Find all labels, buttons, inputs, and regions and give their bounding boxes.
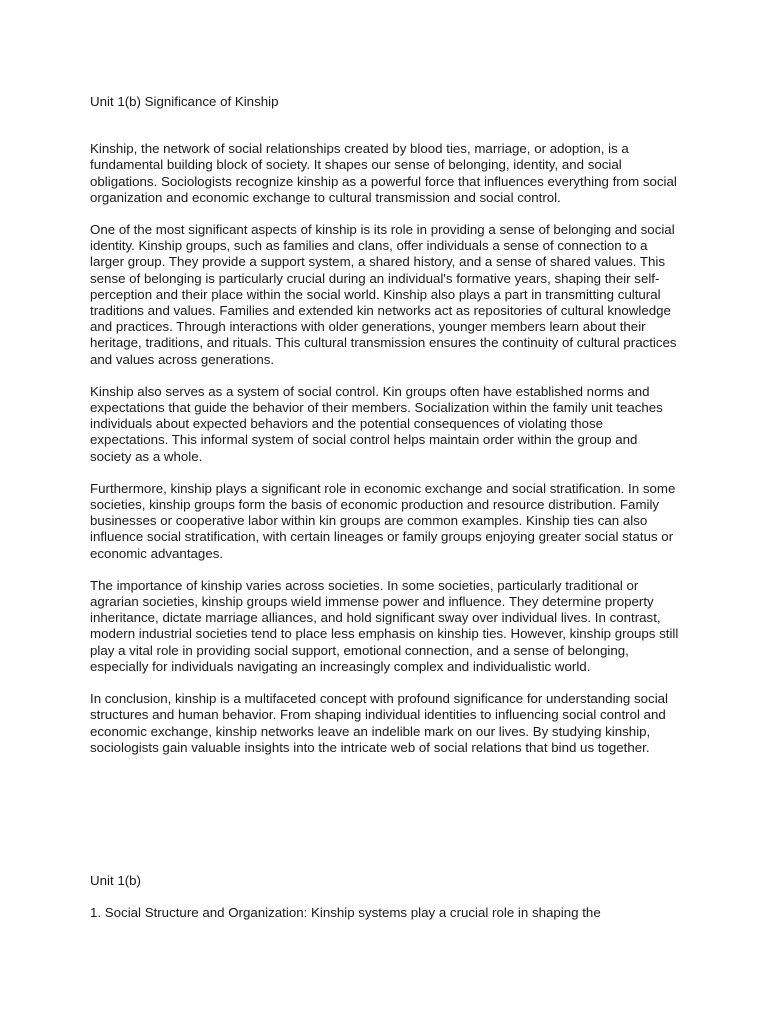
- paragraph-economic: Furthermore, kinship plays a significant role in economic exchange and social stratification. In some societies, kinship groups form the basis of economic production and resource distribution. Family businesses or cooperative labor within kin groups are common examples. Kinship ties can also influence social stratification, with certain lineages or family groups enjoying greater social status or economic advantages.: [90, 480, 676, 561]
- paragraph-conclusion: In conclusion, kinship is a multifaceted concept with profound significance for understanding social structures and human behavior. From shaping individual identities to influencing social control and economic exchange, kinship networks leave an indelible mark on our lives. By studying kinship, sociologists gain valuable insights into the intricate web of social relations that bind us together.: [90, 691, 669, 755]
- paragraph-intro: Kinship, the network of social relationships created by blood ties, marriage, or adoption, is a fundamental building block of society. It shapes our sense of belonging, identity, and social obligations. Sociologists recognize kinship as a powerful force that influences everything from social organization and economic exchange to cultural transmission and social control.: [90, 141, 677, 205]
- paragraph-social-control: Kinship also serves as a system of social control. Kin groups often have established norms and expectations that guide the behavior of their members. Socialization within the family unit teaches individuals about expected behaviors and the potential consequences of violating those expectations. This informal system of social control helps maintain order within the group and society as a whole.: [90, 383, 663, 464]
- document-body: [90, 94, 680, 772]
- paragraph-variation: The importance of kinship varies across societies. In some societies, particularly traditional or agrarian societies, kinship groups wield immense power and influence. They determine property inheritance, dictate marriage alliances, and hold significant sway over individual lives. In contrast, modern industrial societies tend to place less emphasis on kinship ties. However, kinship groups still play a vital role in providing social support, emotional connection, and a sense of belonging, especially for individuals navigating an increasingly complex and individualistic world.: [90, 577, 679, 674]
- list-item: 1. Social Structure and Organization: Kinship systems play a crucial role in shaping the: [90, 905, 601, 920]
- section-label: Unit 1(b): [90, 873, 141, 888]
- paragraph-belonging: One of the most significant aspects of kinship is its role in providing a sense of belonging and social identity. Kinship groups, such as families and clans, offer individuals a sense of connection to a larger group. They provide a support system, a shared history, and a sense of shared values. This sense of belonging is particularly crucial during an individual's formative years, shaping their self-perception and their place within the social world. Kinship also plays a part in transmitting cultural traditions and values. Families and extended kin networks act as repositories of cultural knowledge and practices. Through interactions with older generations, younger members learn about their heritage, traditions, and rituals. This cultural transmission ensures the continuity of cultural practices and values across generations.: [90, 222, 677, 367]
- document-title: Unit 1(b) Significance of Kinship: [90, 94, 279, 109]
